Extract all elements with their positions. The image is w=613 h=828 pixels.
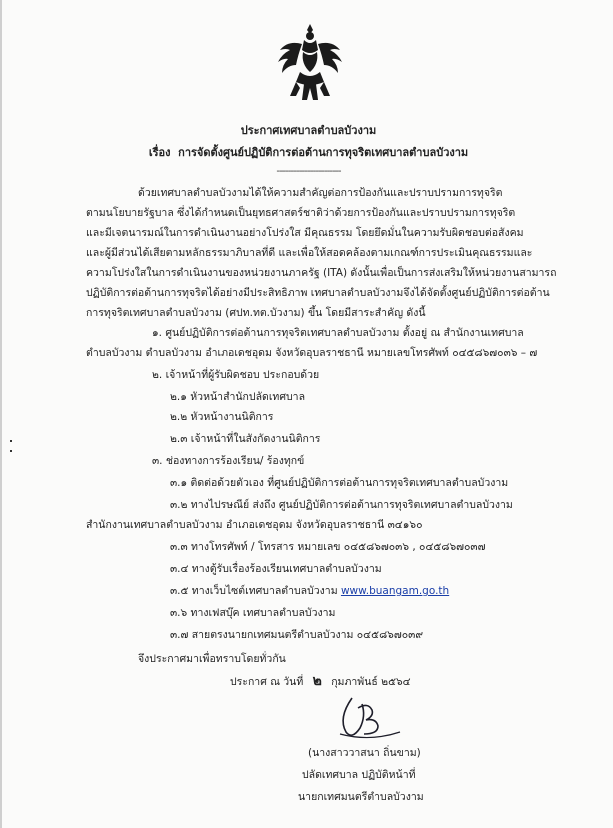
item-3-1: ๓.๑ ติดต่อด้วยตัวเอง ที่ศูนย์ปฏิบัติการต่อต้านการทุจริตเทศบาลตำบลบัวงาม — [170, 477, 509, 489]
intro-line-2: ตามนโยบายรัฐบาล ซึ่งได้กำหนดเป็นยุทธศาสตร์ชาติว่าด้วยการป้องกันและปราบปรามการทุจริต — [86, 207, 516, 219]
subject-prefix: เรื่อง — [148, 146, 171, 159]
item-1-line-2: ตำบลบัวงาม ตำบลบัวงาม อำเภอเดชอุดม จังหวัดอุบลราชธานี หมายเลขโทรศัพท์ ๐๔๕๘๖๗๐๓๖ – ๗ — [86, 347, 538, 359]
website-link[interactable]: www.buangam.go.th — [340, 585, 450, 597]
item-3-2-line-1: ๓.๒ ทางไปรษณีย์ ส่งถึง ศูนย์ปฏิบัติการต่อต้านการทุจริตเทศบาลตำบลบัวงาม — [170, 499, 513, 511]
item-3-2-line-2: สำนักงานเทศบาลตำบลบัวงาม อำเภอเดชอุดม จังหวัดอุบลราชธานี ๓๔๑๖๐ — [86, 519, 423, 531]
item-3-3: ๓.๓ ทางโทรศัพท์ / โทรสาร หมายเลข ๐๔๕๘๖๗๐๓๖ , ๐๔๕๘๖๗๐๓๗ — [170, 541, 486, 553]
item-3-heading: ๓. ช่องทางการร้องเรียน/ ร้องทุกข์ — [152, 455, 305, 467]
signer-position: ปลัดเทศบาล ปฏิบัติหน้าที่ — [302, 769, 416, 781]
item-2-1: ๒.๑ หัวหน้าสำนักปลัดเทศบาล — [170, 391, 306, 403]
subject-text: การจัดตั้งศูนย์ปฏิบัติการต่อต้านการทุจริตเทศบาลตำบลบัวงาม — [178, 146, 469, 159]
item-3-4: ๓.๔ ทางตู้รับเรื่องร้องเรียนเทศบาลตำบลบัวงาม — [170, 563, 382, 575]
intro-line-4: และผู้มีส่วนได้เสียตามหลักธรรมาภิบาลที่ดี และเพื่อให้สอดคล้องตามเกณฑ์การประเมินคุณธรรมและ — [86, 247, 533, 259]
item-2-3: ๒.๓ เจ้าหน้าที่ในสังกัดงานนิติการ — [170, 433, 321, 445]
scan-mark — [10, 450, 12, 452]
item-3-6: ๓.๖ ทางเฟสบุ๊ค เทศบาลตำบลบัวงาม — [170, 607, 336, 619]
intro-line-1: ด้วยเทศบาลตำบลบัวงามได้ให้ความสำคัญต่อการป้องกันและปราบปรามการทุจริต — [138, 187, 503, 199]
document-subject — [2, 146, 613, 160]
intro-line-5: ความโปร่งใสในการดำเนินงานของหน่วยงานภาครัฐ (ITA) ดังนั้นเพื่อเป็นการส่งเสริมให้หน่วยงานสามารถ — [86, 267, 557, 279]
item-3-7: ๓.๗ สายตรงนายกเทศมนตรีตำบลบัวงาม ๐๔๕๘๖๗๐๓๙ — [170, 629, 424, 641]
item-3-5 — [170, 584, 449, 598]
item-2-heading: ๒. เจ้าหน้าที่ผู้รับผิดชอบ ประกอบด้วย — [152, 369, 320, 381]
item-2-2: ๒.๒ หัวหน้างานนิติการ — [170, 411, 274, 423]
garuda-emblem-icon — [274, 22, 346, 104]
item-1-line-1: ๑. ศูนย์ปฏิบัติการต่อต้านการทุจริตเทศบาลตำบลบัวงาม ตั้งอยู่ ณ สำนักงานเทศบาล — [152, 327, 524, 339]
signer-role: นายกเทศมนตรีตำบลบัวงาม — [298, 791, 424, 803]
intro-line-6: ปฏิบัติการต่อต้านการทุจริตได้อย่างมีประสิทธิภาพ เทศบาลตำบลบัวงามจึงได้จัดตั้งศูนย์ปฏิบัติการต่อต้าน — [86, 287, 550, 299]
signature-icon — [322, 690, 418, 750]
date-prefix: ประกาศ ณ วันที่ — [230, 676, 304, 688]
date-rest: กุมภาพันธ์ ๒๕๖๔ — [331, 676, 411, 688]
date-day: ๒ — [312, 673, 322, 689]
closing-statement: จึงประกาศมาเพื่อทราบโดยทั่วกัน — [138, 653, 286, 665]
document-title: ประกาศเทศบาลตำบลบัวงาม — [240, 124, 377, 137]
title-divider: ----------------------- — [276, 165, 341, 177]
scan-mark — [10, 440, 12, 442]
item-3-5-label: ๓.๕ ทางเว็บไซต์เทศบาลตำบลบัวงาม — [170, 585, 341, 597]
intro-line-7: การทุจริตเทศบาลตำบลบัวงาม (ศปท.ทต.บัวงาม) ขึ้น โดยมีสาระสำคัญ ดังนี้ — [86, 307, 426, 319]
announcement-date — [230, 674, 411, 689]
signer-name: (นางสาววาสนา ถิ่นขาม) — [308, 747, 421, 759]
intro-line-3: และมีเจตนารมณ์ในการดำเนินงานอย่างโปร่งใส มีคุณธรรม โดยยึดมั่นในความรับผิดชอบต่อสังคม — [86, 227, 524, 239]
